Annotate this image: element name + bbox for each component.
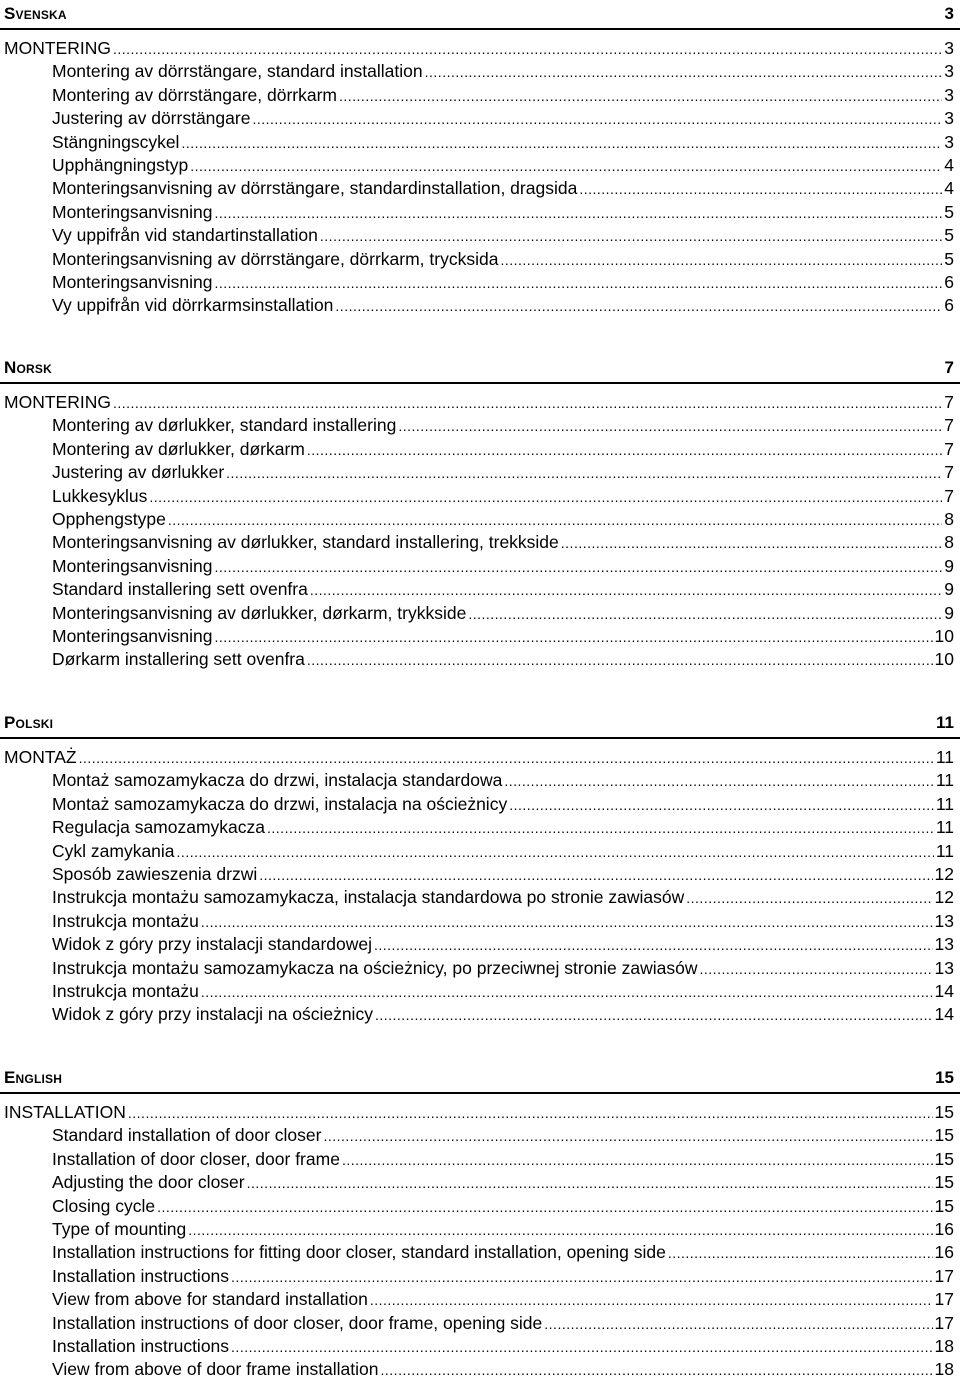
toc-entry[interactable] (0, 1003, 960, 1026)
entry-label: View from above for standard installation (52, 1289, 368, 1310)
toc-entry[interactable] (0, 578, 960, 601)
toc-entry[interactable] (0, 1195, 960, 1218)
entry-label: Montering av dörrstängare, dörrkarm (52, 84, 337, 105)
entry-label: Justering av dörrstängare (52, 108, 251, 129)
toc-entry[interactable] (0, 107, 960, 130)
entry-label: View from above of door frame installation (52, 1359, 379, 1380)
dot-leader (342, 1149, 933, 1171)
toc-entry[interactable] (0, 154, 960, 177)
toc-entry[interactable] (0, 131, 960, 154)
entry-label: Dørkarm installering sett ovenfra (52, 649, 305, 670)
entry-page-number: 15 (934, 1195, 954, 1216)
entry-page-number: 14 (934, 1004, 954, 1025)
toc-entry[interactable] (0, 438, 960, 461)
entry-page-number: 12 (934, 863, 954, 884)
entry-page-number: 6 (944, 271, 954, 292)
entry-page-number: 18 (934, 1335, 954, 1356)
entry-label: Opphengstype (52, 508, 166, 529)
entry-label: Montaż samozamykacza do drzwi, instalacja na ościeżnicy (52, 793, 508, 814)
toc-entry[interactable] (0, 294, 960, 317)
entry-label: Upphängningstyp (52, 154, 189, 175)
toc-entry[interactable] (0, 201, 960, 224)
dot-leader (181, 132, 942, 154)
entry-page-number: 9 (944, 602, 954, 623)
entry-page-number: 14 (934, 980, 954, 1001)
dot-leader (128, 1102, 933, 1124)
toc-entry[interactable] (0, 1124, 960, 1147)
toc-chapter-entry[interactable] (0, 1101, 960, 1124)
entry-label: Instrukcja montażu samozamykacza na ościeżnicy, po przeciwnej stronie zawiasów (52, 957, 698, 978)
dot-leader (504, 770, 933, 792)
section-title: Norsk (4, 358, 52, 377)
toc-entry[interactable] (0, 648, 960, 671)
toc-entry[interactable] (0, 840, 960, 863)
entry-label: Widok z góry przy instalacji standardowej (52, 934, 372, 955)
toc-entry[interactable] (0, 414, 960, 437)
entry-page-number: 7 (944, 438, 954, 459)
dot-leader (267, 817, 934, 839)
entry-page-number: 11 (935, 747, 954, 767)
toc-entry[interactable] (0, 60, 960, 83)
entry-page-number: 13 (934, 957, 954, 978)
section-page-number: 15 (935, 1068, 954, 1087)
toc-entry[interactable] (0, 1358, 960, 1381)
entry-label: Lukkesyklus (52, 485, 148, 506)
toc-entry[interactable] (0, 531, 960, 554)
dot-leader (468, 603, 942, 625)
dot-leader (226, 462, 942, 484)
entry-label: Closing cycle (52, 1195, 156, 1216)
dot-leader (370, 1289, 933, 1311)
entry-page-number: 9 (944, 555, 954, 576)
entry-page-number: 17 (934, 1289, 954, 1310)
toc-entry[interactable] (0, 485, 960, 508)
entry-label: Instrukcja montażu samozamykacza, instalacja standardowa po stronie zawiasów (52, 887, 685, 908)
entry-label: Installation of door closer, door frame (52, 1148, 340, 1169)
entry-page-number: 3 (944, 131, 954, 152)
toc-entry-list (0, 746, 960, 1027)
dot-leader (339, 85, 942, 107)
entry-label: Monteringsanvisning av dörrstängare, standardinstallation, dragsida (52, 178, 578, 199)
entry-page-number: 7 (944, 485, 954, 506)
section-page-number: 3 (944, 4, 954, 23)
entry-page-number: 12 (934, 887, 954, 908)
dot-leader (307, 649, 933, 671)
dot-leader (398, 415, 942, 437)
entry-label: Sposób zawieszenia drzwi (52, 863, 258, 884)
entry-page-number: 17 (934, 1265, 954, 1286)
toc-entry[interactable] (0, 602, 960, 625)
toc-entry[interactable] (0, 1312, 960, 1335)
toc-entry-list (0, 391, 960, 672)
entry-page-number: 15 (934, 1148, 954, 1169)
entry-page-number: 11 (935, 793, 954, 814)
entry-page-number: 10 (934, 625, 954, 646)
entry-page-number: 15 (934, 1102, 954, 1122)
entry-label: Instrukcja montażu (52, 980, 199, 1001)
dot-leader (259, 864, 932, 886)
toc-entry[interactable] (0, 1241, 960, 1264)
toc-entry[interactable] (0, 1335, 960, 1358)
dot-leader (252, 108, 942, 130)
entry-label: Montering av dørlukker, standard installering (52, 415, 397, 436)
entry-label: Standard installering sett ovenfra (52, 579, 308, 600)
entry-label: Cykl zamykania (52, 840, 175, 861)
entry-page-number: 6 (944, 295, 954, 316)
entry-page-number: 11 (935, 770, 954, 791)
toc-entry[interactable] (0, 886, 960, 909)
entry-label: Stängningscykel (52, 131, 180, 152)
dot-leader (323, 1125, 932, 1147)
toc-entry[interactable] (0, 863, 960, 886)
entry-page-number: 4 (944, 154, 954, 175)
dot-leader (310, 579, 942, 601)
entry-page-number: 3 (944, 84, 954, 105)
toc-entry[interactable] (0, 769, 960, 792)
entry-page-number: 11 (935, 817, 954, 838)
dot-leader (320, 225, 942, 247)
entry-label: Montaż samozamykacza do drzwi, instalacja standardowa (52, 770, 503, 791)
dot-leader (247, 1172, 933, 1194)
entry-label: Installation instructions (52, 1265, 230, 1286)
entry-page-number: 4 (944, 178, 954, 199)
toc-entry[interactable] (0, 1148, 960, 1171)
dot-leader (561, 532, 942, 554)
entry-page-number: 11 (935, 840, 954, 861)
section-heading (0, 0, 960, 30)
entry-page-number: 16 (934, 1218, 954, 1239)
dot-leader (168, 509, 942, 531)
entry-label: MONTAŻ (4, 747, 77, 767)
section-heading (0, 709, 960, 739)
dot-leader (668, 1242, 933, 1264)
dot-leader (381, 1359, 933, 1381)
entry-label: Widok z góry przy instalacji na ościeżnicy (52, 1004, 373, 1025)
toc-entry[interactable] (0, 177, 960, 200)
dot-leader (686, 887, 932, 909)
toc-entry[interactable] (0, 555, 960, 578)
dot-leader (374, 934, 933, 956)
toc-entry[interactable] (0, 910, 960, 933)
entry-page-number: 17 (934, 1312, 954, 1333)
dot-leader (231, 1266, 932, 1288)
entry-label: Instrukcja montażu (52, 910, 199, 931)
toc-entry-list (0, 1101, 960, 1382)
toc-section-english (0, 1064, 960, 1382)
entry-page-number: 15 (934, 1125, 954, 1146)
dot-leader (307, 439, 942, 461)
dot-leader (700, 958, 933, 980)
dot-leader (177, 841, 934, 863)
toc-entry[interactable] (0, 816, 960, 839)
toc-entry[interactable] (0, 461, 960, 484)
dot-leader (579, 178, 942, 200)
entry-page-number: 5 (944, 225, 954, 246)
section-heading (0, 1064, 960, 1094)
entry-label: MONTERING (4, 38, 111, 58)
dot-leader (375, 1004, 933, 1026)
dot-leader (509, 794, 934, 816)
dot-leader (425, 61, 943, 83)
entry-page-number: 18 (934, 1359, 954, 1380)
toc-entry[interactable] (0, 271, 960, 294)
dot-leader (500, 249, 942, 271)
entry-label: Justering av dørlukker (52, 462, 225, 483)
entry-label: Installation instructions for fitting door closer, standard installation, opening side (52, 1242, 666, 1263)
toc-entry[interactable] (0, 508, 960, 531)
entry-page-number: 8 (944, 508, 954, 529)
entry-label: Adjusting the door closer (52, 1172, 245, 1193)
entry-page-number: 8 (944, 532, 954, 553)
dot-leader (149, 486, 942, 508)
toc-entry[interactable] (0, 957, 960, 980)
entry-page-number: 15 (934, 1172, 954, 1193)
entry-page-number: 3 (944, 38, 954, 58)
dot-leader (335, 295, 942, 317)
entry-label: Installation instructions (52, 1335, 230, 1356)
toc-entry[interactable] (0, 1218, 960, 1241)
dot-leader (190, 155, 942, 177)
entry-label: Monteringsanvisning (52, 555, 213, 576)
entry-label: INSTALLATION (4, 1102, 126, 1122)
section-title: Svenska (4, 4, 67, 23)
entry-page-number: 5 (944, 248, 954, 269)
section-page-number: 11 (936, 713, 954, 732)
toc-entry[interactable] (0, 84, 960, 107)
dot-leader (215, 202, 943, 224)
toc-entry-list (0, 37, 960, 318)
entry-label: Type of mounting (52, 1218, 187, 1239)
dot-leader (188, 1219, 932, 1241)
dot-leader (79, 747, 934, 769)
entry-label: MONTERING (4, 392, 111, 412)
entry-label: Monteringsanvisning (52, 201, 213, 222)
toc-chapter-entry[interactable] (0, 391, 960, 414)
toc-chapter-entry[interactable] (0, 746, 960, 769)
dot-leader (201, 911, 933, 933)
toc-entry[interactable] (0, 224, 960, 247)
section-page-number: 7 (944, 358, 954, 377)
entry-label: Monteringsanvisning av dörrstängare, dörrkarm, trycksida (52, 248, 499, 269)
toc-entry[interactable] (0, 1265, 960, 1288)
entry-label: Standard installation of door closer (52, 1125, 322, 1146)
dot-leader (113, 392, 942, 414)
entry-label: Monteringsanvisning (52, 271, 213, 292)
entry-page-number: 10 (934, 649, 954, 670)
entry-page-number: 9 (944, 579, 954, 600)
entry-label: Vy uppifrån vid standartinstallation (52, 225, 318, 246)
dot-leader (231, 1336, 932, 1358)
toc-entry[interactable] (0, 248, 960, 271)
toc-chapter-entry[interactable] (0, 37, 960, 60)
dot-leader (157, 1196, 932, 1218)
section-heading (0, 354, 960, 384)
dot-leader (544, 1313, 932, 1335)
entry-label: Monteringsanvisning av dørlukker, standard installering, trekkside (52, 532, 559, 553)
toc-entry[interactable] (0, 793, 960, 816)
toc-entry[interactable] (0, 1288, 960, 1311)
entry-label: Vy uppifrån vid dörrkarmsinstallation (52, 295, 334, 316)
toc-entry[interactable] (0, 933, 960, 956)
toc-section-polski (0, 709, 960, 1027)
entry-page-number: 13 (934, 934, 954, 955)
entry-label: Montering av dörrstängare, standard installation (52, 61, 423, 82)
entry-label: Regulacja samozamykacza (52, 817, 266, 838)
dot-leader (215, 272, 943, 294)
entry-label: Monteringsanvisning (52, 625, 213, 646)
entry-page-number: 5 (944, 201, 954, 222)
dot-leader (113, 38, 942, 60)
toc-entry[interactable] (0, 1171, 960, 1194)
dot-leader (201, 981, 933, 1003)
entry-page-number: 7 (944, 415, 954, 436)
entry-label: Montering av dørlukker, dørkarm (52, 438, 305, 459)
entry-page-number: 7 (944, 392, 954, 412)
section-title: Polski (4, 713, 54, 732)
dot-leader (215, 626, 933, 648)
toc-section-svenska (0, 0, 960, 318)
entry-page-number: 16 (934, 1242, 954, 1263)
entry-page-number: 3 (944, 108, 954, 129)
entry-page-number: 7 (944, 462, 954, 483)
section-title: English (4, 1068, 63, 1087)
toc-entry[interactable] (0, 625, 960, 648)
dot-leader (215, 556, 943, 578)
toc-entry[interactable] (0, 980, 960, 1003)
entry-label: Monteringsanvisning av dørlukker, dørkarm, trykkside (52, 602, 467, 623)
toc-section-norsk (0, 354, 960, 672)
entry-page-number: 13 (934, 910, 954, 931)
entry-label: Installation instructions of door closer, door frame, opening side (52, 1312, 543, 1333)
entry-page-number: 3 (944, 61, 954, 82)
